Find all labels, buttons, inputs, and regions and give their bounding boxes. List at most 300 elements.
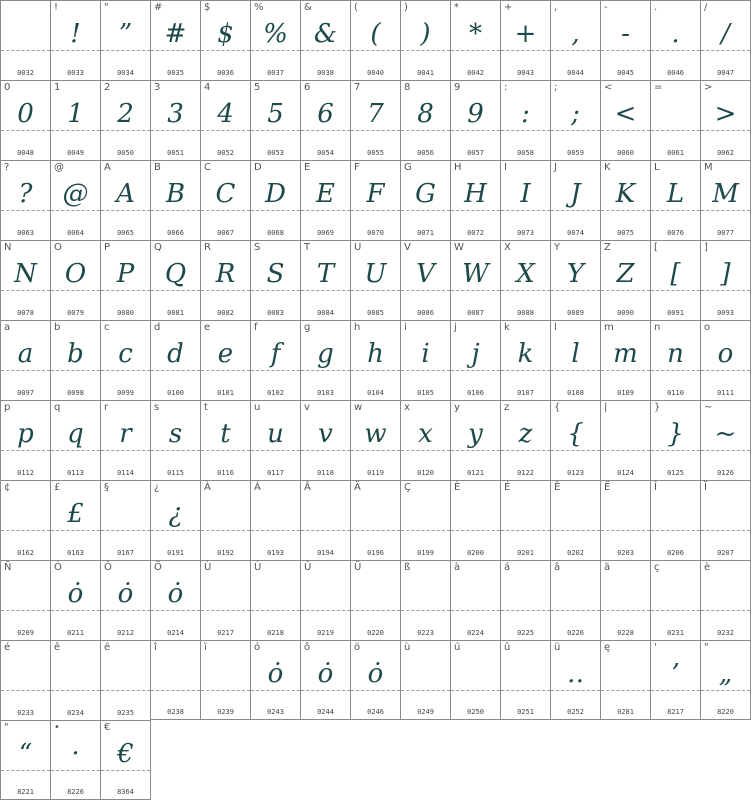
glyph-sample	[451, 497, 500, 531]
char-code: 0048	[17, 149, 34, 157]
glyph-sample: {	[567, 419, 584, 449]
char-code: 0251	[517, 708, 534, 716]
baseline-guide	[351, 450, 400, 451]
baseline-guide	[451, 450, 500, 451]
char-code: 0246	[367, 708, 384, 716]
glyph-sample	[101, 657, 150, 691]
glyph-cell	[600, 0, 650, 80]
char-code: 0099	[117, 389, 134, 397]
char-code: 0122	[517, 469, 534, 477]
baseline-guide	[151, 130, 200, 131]
baseline-guide	[101, 130, 150, 131]
char-label: P	[104, 242, 111, 253]
char-code: 8220	[717, 708, 734, 716]
baseline-guide	[601, 290, 650, 291]
glyph-sample: $	[217, 19, 234, 49]
glyph-sample: ]	[720, 259, 731, 289]
glyph-cell	[450, 560, 500, 640]
char-label: "	[4, 722, 9, 733]
char-label: Ä	[354, 482, 361, 493]
char-label: 8	[404, 82, 411, 93]
glyph-cell	[600, 240, 650, 320]
glyph-cell	[350, 80, 400, 160]
baseline-guide	[1, 130, 50, 131]
baseline-guide	[201, 290, 250, 291]
baseline-guide	[101, 370, 150, 371]
baseline-guide	[151, 530, 200, 531]
glyph-sample: 8	[417, 99, 434, 129]
baseline-guide	[301, 130, 350, 131]
glyph-sample: ȯ	[167, 579, 184, 609]
char-code: 0113	[67, 469, 84, 477]
baseline-guide	[251, 610, 300, 611]
baseline-guide	[401, 530, 450, 531]
baseline-guide	[101, 290, 150, 291]
glyph-cell	[0, 80, 50, 160]
baseline-guide	[101, 610, 150, 611]
glyph-sample: [	[670, 259, 681, 289]
baseline-guide	[51, 130, 100, 131]
glyph-sample: X	[516, 259, 535, 289]
glyph-cell	[350, 0, 400, 80]
char-code: 0107	[517, 389, 534, 397]
baseline-guide	[51, 530, 100, 531]
glyph-cell	[200, 0, 250, 80]
baseline-guide	[301, 50, 350, 51]
glyph-sample: ;	[571, 99, 580, 129]
glyph-sample: £	[67, 499, 84, 529]
char-label: È	[454, 482, 461, 493]
baseline-guide	[401, 210, 450, 211]
baseline-guide	[251, 130, 300, 131]
char-code: 0235	[117, 709, 134, 717]
glyph-sample: @	[62, 179, 89, 209]
char-code: 0052	[217, 149, 234, 157]
char-label: ä	[604, 562, 611, 573]
baseline-guide	[201, 610, 250, 611]
baseline-guide	[501, 50, 550, 51]
baseline-guide	[651, 530, 700, 531]
glyph-sample: A	[116, 179, 135, 209]
char-code: 0223	[417, 629, 434, 637]
glyph-sample	[651, 497, 700, 531]
char-code: 0088	[517, 309, 534, 317]
glyph-sample	[1, 657, 50, 691]
glyph-sample	[601, 657, 650, 691]
glyph-cell	[200, 240, 250, 320]
char-label: p	[4, 402, 11, 413]
glyph-sample: *	[469, 19, 482, 49]
glyph-cell	[250, 0, 300, 80]
char-code: 0104	[367, 389, 384, 397]
glyph-cell	[350, 240, 400, 320]
glyph-sample: b	[67, 339, 84, 369]
glyph-cell	[200, 400, 250, 480]
glyph-sample: w	[364, 419, 387, 449]
glyph-cell	[0, 640, 50, 720]
glyph-cell	[350, 640, 400, 720]
glyph-cell	[400, 640, 450, 720]
char-code: 0226	[567, 629, 584, 637]
char-code: 0102	[267, 389, 284, 397]
glyph-cell	[500, 400, 550, 480]
glyph-cell	[650, 80, 700, 160]
char-code: 0214	[167, 629, 184, 637]
char-label: k	[504, 322, 510, 333]
char-label: j	[454, 322, 457, 333]
char-code: 0069	[317, 229, 334, 237]
glyph-cell	[50, 160, 100, 240]
char-code: 0038	[317, 69, 334, 77]
glyph-cell	[0, 480, 50, 560]
glyph-sample	[451, 577, 500, 611]
baseline-guide	[601, 210, 650, 211]
baseline-guide	[401, 690, 450, 691]
glyph-sample: M	[712, 179, 739, 209]
glyph-cell	[0, 160, 50, 240]
char-code: 0082	[217, 309, 234, 317]
glyph-cell	[300, 560, 350, 640]
glyph-sample	[601, 417, 650, 451]
glyph-cell	[400, 0, 450, 80]
char-label: f	[254, 322, 258, 333]
glyph-sample	[551, 577, 600, 611]
char-code: 0037	[267, 69, 284, 77]
baseline-guide	[501, 610, 550, 611]
glyph-cell	[0, 560, 50, 640]
baseline-guide	[451, 130, 500, 131]
glyph-sample: 6	[317, 99, 334, 129]
glyph-sample: s	[168, 419, 183, 449]
char-code: 0112	[17, 469, 34, 477]
baseline-guide	[451, 690, 500, 691]
glyph-cell	[600, 160, 650, 240]
char-label: J	[554, 162, 557, 173]
char-label: :	[504, 82, 508, 93]
glyph-cell	[350, 480, 400, 560]
char-label: ç	[654, 562, 660, 573]
baseline-guide	[201, 210, 250, 211]
glyph-cell	[150, 0, 200, 80]
glyph-sample: a	[17, 339, 34, 369]
char-label: E	[304, 162, 311, 173]
char-label: U	[354, 242, 362, 253]
char-label: Ë	[604, 482, 611, 493]
glyph-sample	[51, 657, 100, 691]
glyph-cell	[0, 320, 50, 400]
glyph-sample: k	[517, 339, 534, 369]
baseline-guide	[501, 290, 550, 291]
glyph-cell	[450, 160, 500, 240]
char-label: %	[254, 2, 264, 13]
glyph-cell	[100, 80, 150, 160]
glyph-cell	[300, 240, 350, 320]
baseline-guide	[351, 610, 400, 611]
char-code: 0116	[217, 469, 234, 477]
glyph-cell	[450, 400, 500, 480]
glyph-cell	[600, 400, 650, 480]
char-code: 0083	[267, 309, 284, 317]
char-label: '	[654, 642, 657, 653]
char-label: 0	[4, 82, 11, 93]
char-label: •	[54, 722, 60, 733]
char-code: 0091	[667, 309, 684, 317]
glyph-sample: ȯ	[67, 579, 84, 609]
char-label: Ô	[104, 562, 112, 573]
glyph-sample	[301, 577, 350, 611]
char-label: ï	[204, 642, 207, 653]
glyph-cell	[250, 320, 300, 400]
glyph-cell	[650, 240, 700, 320]
glyph-sample	[351, 497, 400, 531]
char-label: Ù	[204, 562, 212, 573]
char-code: 8226	[67, 788, 84, 796]
char-code: 0238	[167, 708, 184, 716]
char-label: O	[54, 242, 62, 253]
glyph-cell	[250, 640, 300, 720]
char-code: 0077	[717, 229, 734, 237]
baseline-guide	[501, 450, 550, 451]
glyph-sample	[1, 17, 50, 51]
glyph-sample	[451, 657, 500, 691]
baseline-guide	[301, 690, 350, 691]
glyph-cell	[50, 480, 100, 560]
char-label: t	[204, 402, 208, 413]
char-code: 0061	[667, 149, 684, 157]
char-label: ¿	[154, 482, 160, 493]
glyph-cell	[400, 560, 450, 640]
char-label: 4	[204, 82, 211, 93]
glyph-cell	[400, 480, 450, 560]
char-label: û	[504, 642, 511, 653]
glyph-cell	[450, 640, 500, 720]
glyph-cell	[0, 400, 50, 480]
baseline-guide	[251, 370, 300, 371]
glyph-cell	[700, 560, 751, 640]
glyph-sample: 1	[67, 99, 84, 129]
char-code: 0207	[717, 549, 734, 557]
glyph-cell	[150, 240, 200, 320]
char-code: 0079	[67, 309, 84, 317]
char-label: o	[704, 322, 711, 333]
baseline-guide	[201, 50, 250, 51]
baseline-guide	[201, 690, 250, 691]
glyph-sample: n	[667, 339, 684, 369]
glyph-cell	[700, 320, 751, 400]
glyph-cell	[500, 480, 550, 560]
glyph-sample: N	[14, 259, 37, 289]
char-label: <	[604, 82, 613, 93]
glyph-sample: L	[666, 179, 685, 209]
glyph-sample	[251, 497, 300, 531]
char-label: ö	[354, 642, 361, 653]
glyph-cell	[550, 240, 600, 320]
char-label: 6	[304, 82, 311, 93]
glyph-sample: >	[714, 99, 737, 129]
char-label: -	[604, 2, 608, 13]
glyph-sample: ’	[671, 659, 680, 689]
char-code: 0040	[367, 69, 384, 77]
char-code: 0199	[417, 549, 434, 557]
char-code: 0089	[567, 309, 584, 317]
glyph-cell	[50, 640, 100, 720]
char-label: é	[4, 642, 11, 653]
baseline-guide	[701, 610, 750, 611]
glyph-sample: ȯ	[317, 659, 334, 689]
glyph-cell	[700, 400, 751, 480]
glyph-sample: T	[316, 259, 335, 289]
char-code: 0194	[317, 549, 334, 557]
baseline-guide	[701, 130, 750, 131]
glyph-sample: q	[67, 419, 84, 449]
baseline-guide	[151, 610, 200, 611]
char-code: 0100	[167, 389, 184, 397]
glyph-sample: f	[270, 339, 281, 369]
char-code: 0044	[567, 69, 584, 77]
char-label: w	[354, 402, 363, 413]
char-label: g	[304, 322, 311, 333]
baseline-guide	[601, 130, 650, 131]
char-code: 0049	[67, 149, 84, 157]
baseline-guide	[301, 290, 350, 291]
glyph-cell	[600, 320, 650, 400]
char-label: ,	[554, 2, 558, 13]
glyph-cell	[250, 160, 300, 240]
glyph-sample: G	[415, 179, 436, 209]
char-label: Ç	[404, 482, 411, 493]
char-code: 0252	[567, 708, 584, 716]
char-code: 0212	[117, 629, 134, 637]
glyph-cell	[550, 400, 600, 480]
glyph-sample	[201, 497, 250, 531]
char-label: 3	[154, 82, 161, 93]
glyph-cell	[200, 560, 250, 640]
baseline-guide	[251, 50, 300, 51]
char-code: 0097	[17, 389, 34, 397]
glyph-cell	[700, 480, 751, 560]
char-label: G	[404, 162, 412, 173]
char-label: Ó	[54, 562, 62, 573]
baseline-guide	[451, 290, 500, 291]
baseline-guide	[551, 610, 600, 611]
char-label: )	[404, 2, 408, 13]
glyph-sample: 0	[17, 99, 34, 129]
glyph-cell	[550, 560, 600, 640]
glyph-cell	[250, 560, 300, 640]
glyph-cell	[550, 320, 600, 400]
glyph-cell	[700, 80, 751, 160]
baseline-guide	[51, 770, 100, 771]
baseline-guide	[651, 130, 700, 131]
char-label: ß	[404, 562, 411, 573]
glyph-sample: #	[164, 19, 187, 49]
baseline-guide	[501, 210, 550, 211]
glyph-sample: H	[464, 179, 487, 209]
char-code: 0196	[367, 549, 384, 557]
glyph-cell	[0, 720, 50, 800]
glyph-sample: z	[518, 419, 533, 449]
glyph-cell	[650, 160, 700, 240]
char-label: c	[104, 322, 110, 333]
glyph-cell	[50, 240, 100, 320]
char-label: Ö	[154, 562, 162, 573]
char-label: +	[504, 2, 513, 13]
char-label: b	[54, 322, 61, 333]
baseline-guide	[151, 690, 200, 691]
glyph-cell	[650, 480, 700, 560]
glyph-sample	[201, 577, 250, 611]
glyph-sample: U	[364, 259, 387, 289]
char-code: 0121	[467, 469, 484, 477]
glyph-sample: 2	[117, 99, 134, 129]
char-label: à	[454, 562, 461, 573]
glyph-sample	[401, 577, 450, 611]
char-code: 0042	[467, 69, 484, 77]
baseline-guide	[701, 690, 750, 691]
glyph-cell	[550, 640, 600, 720]
char-code: 0101	[217, 389, 234, 397]
char-code: 0193	[267, 549, 284, 557]
baseline-guide	[1, 530, 50, 531]
baseline-guide	[401, 50, 450, 51]
glyph-sample: ”	[118, 19, 133, 49]
baseline-guide	[1, 290, 50, 291]
glyph-sample: h	[367, 339, 384, 369]
glyph-sample: €	[117, 739, 134, 769]
glyph-cell	[100, 480, 150, 560]
char-label: ¢	[4, 482, 11, 493]
glyph-cell	[300, 320, 350, 400]
baseline-guide	[251, 450, 300, 451]
char-code: 0058	[517, 149, 534, 157]
glyph-cell	[350, 320, 400, 400]
baseline-guide	[1, 690, 50, 691]
glyph-cell	[550, 480, 600, 560]
baseline-guide	[201, 530, 250, 531]
char-code: 0093	[717, 309, 734, 317]
glyph-cell	[250, 80, 300, 160]
glyph-sample: e	[217, 339, 234, 369]
glyph-sample: g	[317, 339, 334, 369]
char-code: 0244	[317, 708, 334, 716]
glyph-sample: P	[116, 259, 135, 289]
char-label: Z	[604, 242, 611, 253]
glyph-sample	[501, 577, 550, 611]
glyph-cell	[50, 0, 100, 80]
char-label: s	[154, 402, 160, 413]
glyph-cell	[400, 320, 450, 400]
char-code: 0064	[67, 229, 84, 237]
char-code: 0234	[67, 709, 84, 717]
glyph-cell	[550, 160, 600, 240]
glyph-sample: x	[418, 419, 433, 449]
glyph-cell	[250, 480, 300, 560]
char-code: 0203	[617, 549, 634, 557]
char-label: N	[4, 242, 12, 253]
glyph-sample	[601, 577, 650, 611]
baseline-guide	[551, 450, 600, 451]
char-label: Á	[254, 482, 261, 493]
char-label: É	[504, 482, 511, 493]
glyph-sample	[351, 577, 400, 611]
char-code: 0050	[117, 149, 134, 157]
glyph-sample: Y	[566, 259, 585, 289]
baseline-guide	[101, 450, 150, 451]
baseline-guide	[451, 210, 500, 211]
glyph-cell	[200, 320, 250, 400]
glyph-cell	[200, 640, 250, 720]
char-label: è	[704, 562, 711, 573]
